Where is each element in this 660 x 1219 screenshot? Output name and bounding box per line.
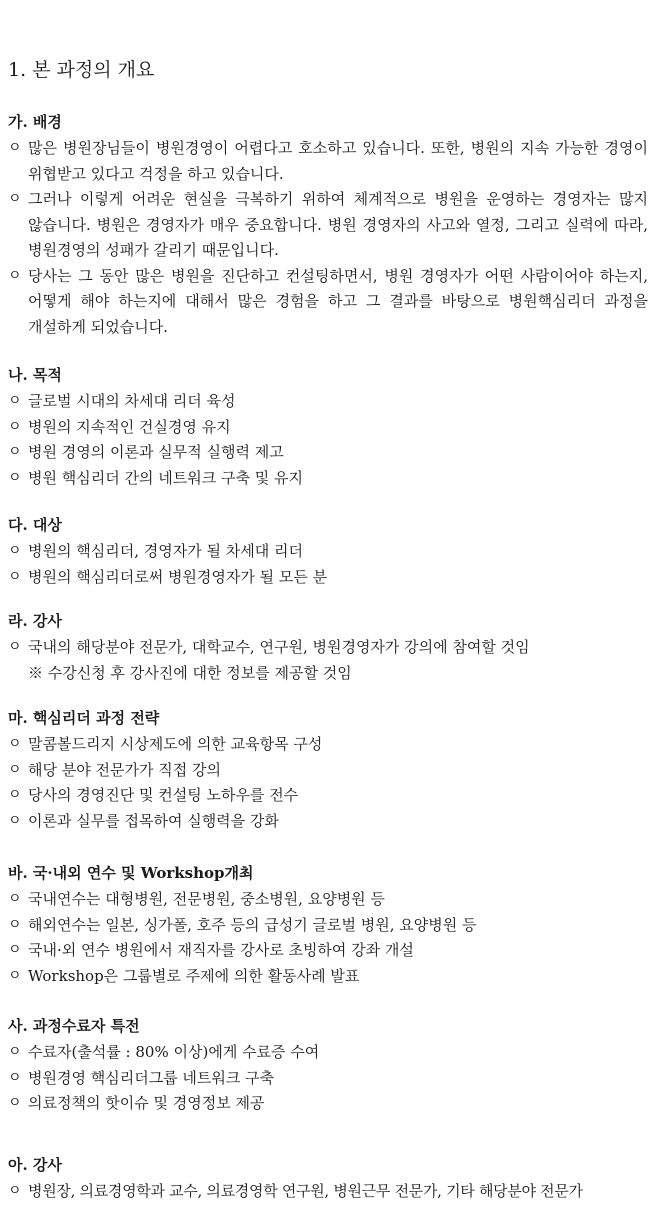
bullet-icon: ㅇ: [8, 1095, 22, 1111]
section-instructors: [8, 609, 648, 686]
list-item: [8, 466, 648, 492]
list-item-text: 해외연수는 일본, 싱가폴, 호주 등의 급성기 글로벌 병원, 요양병원 등: [28, 915, 477, 934]
list-item: [8, 758, 648, 784]
section-target: [8, 513, 648, 590]
section-heading: 가. 배경: [8, 113, 62, 131]
list-item: [8, 887, 648, 913]
list-item-text: 병원 경영의 이론과 실무적 실행력 제고: [28, 443, 284, 461]
list-item: [8, 539, 648, 565]
bullet-icon: ㅇ: [8, 543, 22, 559]
list-item-text: 수료자(출석률 : 80% 이상)에게 수료증 수여: [28, 1043, 320, 1061]
list-item-text: 병원의 핵심리더, 경영자가 될 차세대 리더: [28, 542, 303, 560]
list-item-text: 국내·외 연수 병원에서 재직자를 강사로 초빙하여 강좌 개설: [28, 941, 414, 959]
section-lecturers: [8, 1153, 648, 1205]
bullet-icon: ㅇ: [8, 916, 22, 933]
list-item-text: 당사는 그 동안 많은 병원을 진단하고 컨설팅하면서, 병원 경영자가 어떤 사람이어야 하는지, 어떻게 해야 하는지에 대해서 많은 경험을 하고 그 결과를 바탕으로 병원핵심리더 과정을 개설하게 되었습니다.: [28, 266, 648, 336]
list-item: [8, 964, 648, 990]
list-item-text: 병원의 핵심리더로써 병원경영자가 될 모든 분: [28, 567, 328, 586]
section-graduate-benefits: [8, 1014, 648, 1117]
list-item: [8, 732, 648, 758]
list-item-text: 당사의 경영진단 및 컨설팅 노하우를 전수: [28, 786, 299, 804]
section-background: [8, 110, 648, 340]
list-item-text: 병원의 지속적인 건실경영 유지: [28, 417, 231, 436]
bullet-icon: ㅇ: [8, 761, 22, 778]
bullet-icon: ㅇ: [8, 191, 22, 207]
list-item-text: 해당 분야 전문가가 직접 강의: [28, 760, 221, 779]
bullet-icon: ㅇ: [8, 140, 22, 156]
list-item-text: 병원장, 의료경영학과 교수, 의료경영학 연구원, 병원근무 전문가, 기타 해당분야 전문가: [28, 1182, 583, 1200]
bullet-icon: ㅇ: [8, 967, 22, 984]
list-item: [8, 1091, 648, 1117]
list-item-text: 병원경영 핵심리더그룹 네트워크 구축: [28, 1068, 275, 1087]
bullet-icon: ㅇ: [8, 1183, 22, 1199]
list-item: [8, 440, 648, 466]
list-item: [8, 913, 648, 939]
list-item: [8, 415, 648, 441]
bullet-icon: ㅇ: [8, 787, 22, 803]
bullet-icon: ㅇ: [8, 1044, 22, 1060]
bullet-icon: ㅇ: [8, 942, 22, 958]
bullet-icon: ㅇ: [8, 736, 22, 752]
list-item: [8, 565, 648, 591]
list-item-text: 국내의 해당분야 전문가, 대학교수, 연구원, 병원경영자가 강의에 참여할 것임: [28, 638, 530, 656]
bullet-icon: ㅇ: [8, 418, 22, 435]
section-heading: 나. 목적: [8, 366, 62, 384]
bullet-icon: ㅇ: [8, 444, 22, 460]
section-heading: 바. 국·내외 연수 및 Workshop개최: [8, 864, 254, 882]
list-item-text: 말콤볼드리지 시상제도에 의한 교육항목 구성: [28, 735, 323, 753]
list-item-text: 국내연수는 대형병원, 전문병원, 중소병원, 요양병원 등: [28, 890, 385, 908]
page-title: 1. 본 과정의 개요: [8, 59, 155, 81]
bullet-icon: ㅇ: [8, 1069, 22, 1086]
list-item: [8, 187, 648, 264]
list-item: [8, 1066, 648, 1092]
list-item: [8, 783, 648, 809]
list-item-text: 의료정책의 핫이슈 및 경영정보 제공: [28, 1094, 265, 1112]
section-note: ※ 수강신청 후 강사진에 대한 정보를 제공할 것임: [28, 663, 352, 682]
list-item-text: 많은 병원장님들이 병원경영이 어렵다고 호소하고 있습니다. 또한, 병원의 지속 가능한 경영이 위협받고 있다고 걱정을 하고 있습니다.: [28, 139, 648, 183]
bullet-icon: ㅇ: [8, 469, 22, 486]
bullet-icon: ㅇ: [8, 812, 22, 829]
section-heading: 사. 과정수료자 특전: [8, 1017, 140, 1035]
list-item-text: 그러나 이렇게 어려운 현실을 극복하기 위하여 체계적으로 병원을 운영하는 경영자는 많지 않습니다. 병원은 경영자가 매우 중요합니다. 병원 경영자의 사고와 열정, 그리고 실력에 따라, 병원경영의 성패가 갈리기 때문입니다.: [28, 190, 648, 259]
list-item: [8, 389, 648, 415]
section-strategy: [8, 706, 648, 834]
list-item: [8, 635, 648, 661]
list-item-text: 병원 핵심리더 간의 네트워크 구축 및 유지: [28, 468, 303, 487]
section-purpose: [8, 363, 648, 491]
list-item: [8, 264, 648, 341]
section-training-workshop: [8, 861, 648, 989]
list-item: [8, 1179, 648, 1205]
bullet-icon: ㅇ: [8, 891, 22, 907]
section-heading: 다. 대상: [8, 516, 62, 534]
list-item-text: Workshop은 그룹별로 주제에 의한 활동사례 발표: [28, 966, 360, 985]
section-heading: 마. 핵심리더 과정 전략: [8, 709, 160, 727]
bullet-icon: ㅇ: [8, 393, 22, 409]
list-item-text: 이론과 실무를 접목하여 실행력을 강화: [28, 811, 279, 830]
list-item: [8, 938, 648, 964]
bullet-icon: ㅇ: [8, 568, 22, 585]
list-item: [8, 136, 648, 187]
section-heading: 라. 강사: [8, 612, 62, 630]
section-heading: 아. 강사: [8, 1156, 62, 1174]
list-item: [8, 809, 648, 835]
list-item-text: 글로벌 시대의 차세대 리더 육성: [28, 392, 236, 410]
bullet-icon: ㅇ: [8, 639, 22, 655]
bullet-icon: ㅇ: [8, 267, 22, 284]
list-item: [8, 1040, 648, 1066]
